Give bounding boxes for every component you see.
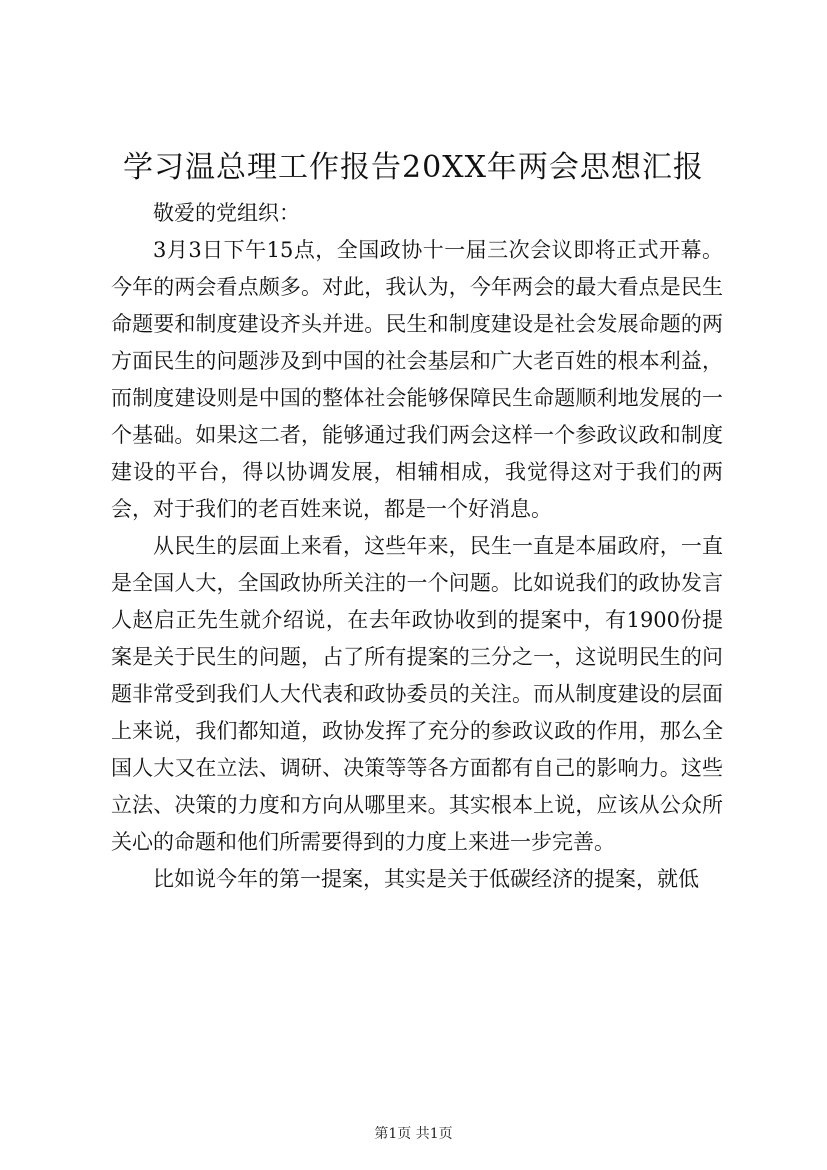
salutation: 敬爱的党组织：: [153, 201, 300, 225]
paragraph-2: 从民生的层面上来看，这些年来，民生一直是本届政府，一直是全国人大，全国政协所关注的一个问题。比如说我们的政协发言人赵启正先生就介绍说，在去年政协收到的提案中，有1900份提案是关于民生的问题，占了所有提案的三分之一，这说明民生的问题非常受到我们人大代表和政协委员的关注。而从制度建设的层面上来说，我们都知道，政协发挥了充分的参政议政的作用，那么全国人大又在立法、调研、决策等等各方面都有自己的影响力。这些立法、决策的力度和方向从哪里来。其实根本上说，应该从公众所关心的命题和他们所需要得到的力度上来进一步完善。: [111, 534, 723, 854]
paragraph-1: 3月3日下午15点，全国政协十一届三次会议即将正式开幕。今年的两会看点颇多。对此，我认为，今年两会的最大看点是民生命题要和制度建设齐头并进。民生和制度建设是社会发展命题的两方面民生的问题涉及到中国的社会基层和广大老百姓的根本利益，而制度建设则是中国的整体社会能够保障民生命题顺利地发展的一个基础。如果这二者，能够通过我们两会这样一个参政议政和制度建设的平台，得以协调发展，相辅相成，我觉得这对于我们的两会，对于我们的老百姓来说，都是一个好消息。: [111, 238, 723, 521]
document-body: [111, 195, 723, 898]
page-number-footer: 第1页 共1页: [374, 1126, 453, 1142]
paragraph-3: 比如说今年的第一提案，其实是关于低碳经济的提案，就低: [153, 867, 699, 891]
document-title: 学习温总理工作报告20XX年两会思想汇报: [123, 150, 704, 185]
